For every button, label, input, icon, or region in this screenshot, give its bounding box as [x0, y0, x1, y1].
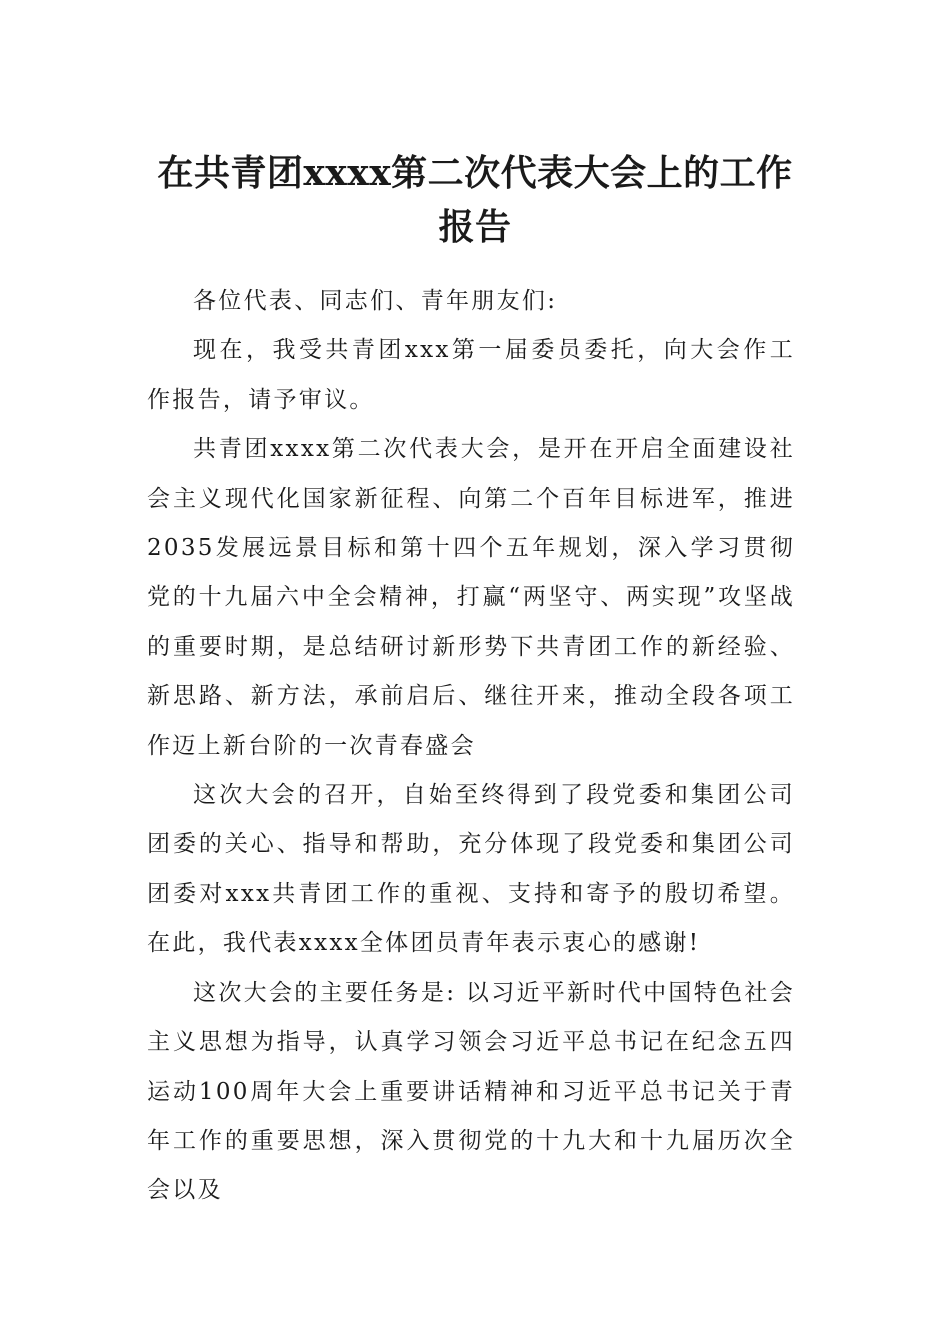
paragraph-significance: 共青团xxxx第二次代表大会，是开在开启全面建设社会主义现代化国家新征程、向第二个百年目标进军，推进2035发展远景目标和第十四个五年规划，深入学习贯彻党的十九届六中全会精神，打赢“两坚守、两实现”攻坚战的重要时期，是总结研讨新形势下共青团工作的新经验、新思路、新方法，承前启后、继往开来，推动全段各项工作迈上新台阶的一次青春盛会	[147, 436, 795, 759]
paragraph-tasks: 这次大会的主要任务是: 以习近平新时代中国特色社会主义思想为指导，认真学习领会习近平总书记在纪念五四运动100周年大会上重要讲话精神和习近平总书记关于青年工作的重要思想，深入贯彻党的十九大和十九届历次全会以及	[147, 979, 795, 1204]
paragraph-intro: 现在，我受共青团xxx第一届委员委托，向大会作工作报告，请予审议。	[147, 337, 795, 413]
document-title: 在共青团xxxx第二次代表大会上的工作报告	[157, 152, 793, 248]
paragraph-salutation: 各位代表、同志们、青年朋友们:	[193, 288, 558, 314]
document-body	[147, 277, 795, 1216]
paragraph-thanks: 这次大会的召开，自始至终得到了段党委和集团公司团委的关心、指导和帮助，充分体现了段党委和集团公司团委对xxx共青团工作的重视、支持和寄予的殷切希望。在此，我代表xxxx全体团员青年表示衷心的感谢!	[147, 782, 795, 957]
